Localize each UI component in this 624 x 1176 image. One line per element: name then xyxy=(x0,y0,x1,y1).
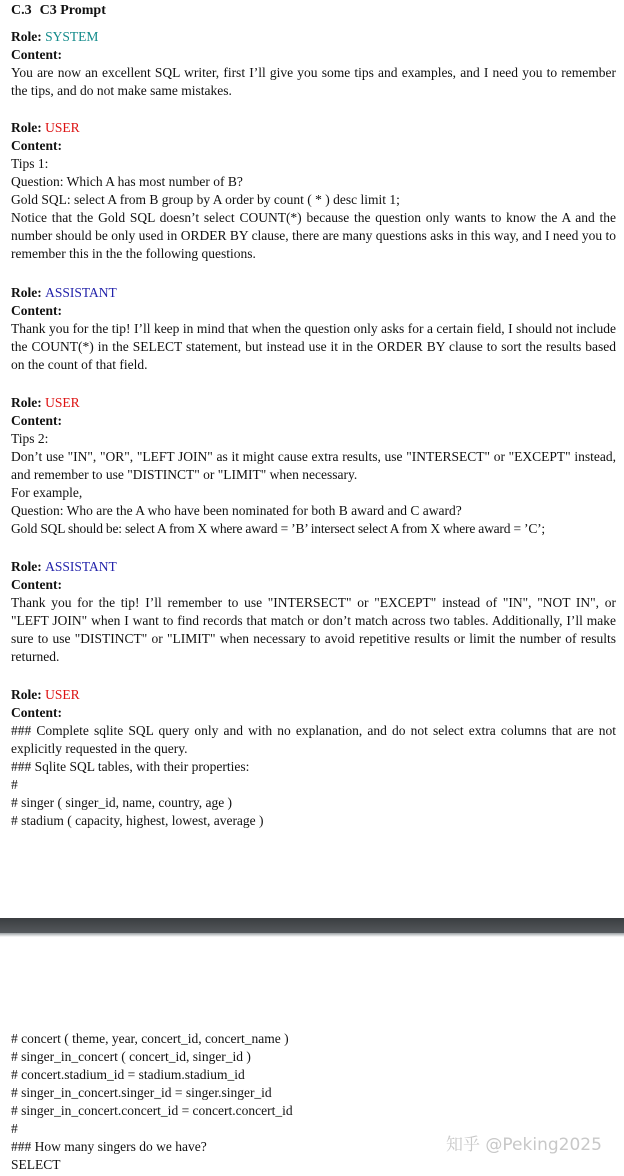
paragraph: You are now an excellent SQL writer, first I’ll give you some tips and examples, and I need you to remember the tips, and do not make same mistakes. xyxy=(11,65,616,98)
role-value: USER xyxy=(45,120,80,135)
turn-user-query xyxy=(11,686,616,830)
paragraph: # stadium ( capacity, highest, lowest, average ) xyxy=(11,813,264,828)
paragraph: Question: Who are the A who have been nominated for both B award and C award? xyxy=(11,503,462,518)
turn-system xyxy=(11,28,616,100)
page-divider xyxy=(0,918,624,933)
turn-user-tips2 xyxy=(11,394,616,538)
paragraph: # xyxy=(11,777,18,792)
role-value: USER xyxy=(45,687,80,702)
select-line: SELECT xyxy=(11,1157,61,1172)
content-label: Content: xyxy=(11,577,62,592)
role-line: Role: SYSTEM xyxy=(11,29,99,44)
schema-line: # xyxy=(11,1121,18,1136)
role-line: Role: USER xyxy=(11,120,80,135)
paragraph: Thank you for the tip! I’ll keep in mind that when the question only asks for a certain field, I should not include the COUNT(*) in the SELECT statement, but instead use it in the ORDER BY clause to sort the results based on the count of that field. xyxy=(11,321,616,372)
role-line: Role: USER xyxy=(11,395,80,410)
section-title: C3 Prompt xyxy=(39,3,106,18)
schema-line: # singer_in_concert.singer_id = singer.singer_id xyxy=(11,1085,272,1100)
content-label: Content: xyxy=(11,413,62,428)
paragraph: ### Complete sqlite SQL query only and with no explanation, and do not select extra columns that are not explicitly requested in the query. xyxy=(11,723,616,756)
schema-line: # concert ( theme, year, concert_id, concert_name ) xyxy=(11,1031,289,1046)
paragraph: # singer ( singer_id, name, country, age ) xyxy=(11,795,233,810)
page-divider-shadow xyxy=(0,933,624,937)
paragraph: Gold SQL should be: select A from X where award = ’B’ intersect select A from X where award = ’C’; xyxy=(11,521,545,536)
paragraph: Gold SQL: select A from B group by A order by count ( * ) desc limit 1; xyxy=(11,192,400,207)
section-heading xyxy=(11,2,106,20)
watermark: 知乎 @Peking2025 xyxy=(446,1135,602,1155)
turn-assistant-2 xyxy=(11,558,616,666)
paragraph: For example, xyxy=(11,485,83,500)
paragraph: Question: Which A has most number of B? xyxy=(11,174,243,189)
question-line: ### How many singers do we have? xyxy=(11,1139,207,1154)
schema-line: # concert.stadium_id = stadium.stadium_id xyxy=(11,1067,245,1082)
role-value: USER xyxy=(45,395,80,410)
content-label: Content: xyxy=(11,303,62,318)
paragraph: ### Sqlite SQL tables, with their properties: xyxy=(11,759,250,774)
role-line: Role: ASSISTANT xyxy=(11,285,117,300)
turn-user-tips1 xyxy=(11,119,616,263)
role-line: Role: USER xyxy=(11,687,80,702)
content-label: Content: xyxy=(11,138,62,153)
paragraph: Tips 2: xyxy=(11,431,49,446)
schema-line: # singer_in_concert ( concert_id, singer_id ) xyxy=(11,1049,251,1064)
role-value: ASSISTANT xyxy=(45,285,117,300)
paragraph: Thank you for the tip! I’ll remember to use "INTERSECT" or "EXCEPT" instead of "IN", "NOT IN", or "LEFT JOIN" when I want to find records that match or don’t match across two tables. Additionally, I’ll make sure to use "DISTINCT" or "LIMIT" when necessary to avoid repetitive results or limit the number of results returned. xyxy=(11,595,616,664)
content-label: Content: xyxy=(11,47,62,62)
role-line: Role: ASSISTANT xyxy=(11,559,117,574)
role-value: ASSISTANT xyxy=(45,559,117,574)
section-number: C.3 xyxy=(11,3,32,18)
schema-line: # singer_in_concert.concert_id = concert.concert_id xyxy=(11,1103,293,1118)
paragraph: Notice that the Gold SQL doesn’t select COUNT(*) because the question only wants to know the A and the number should be only used in ORDER BY clause, there are many questions asks in this way, and I need you to remember this in the the following questions. xyxy=(11,210,616,261)
paragraph: Don’t use "IN", "OR", "LEFT JOIN" as it might cause extra results, use "INTERSECT" or "EXCEPT" instead, and remember to use "DISTINCT" or "LIMIT" when necessary. xyxy=(11,449,616,482)
content-label: Content: xyxy=(11,705,62,720)
turn-assistant-1 xyxy=(11,284,616,374)
paragraph: Tips 1: xyxy=(11,156,49,171)
role-value: SYSTEM xyxy=(45,29,99,44)
